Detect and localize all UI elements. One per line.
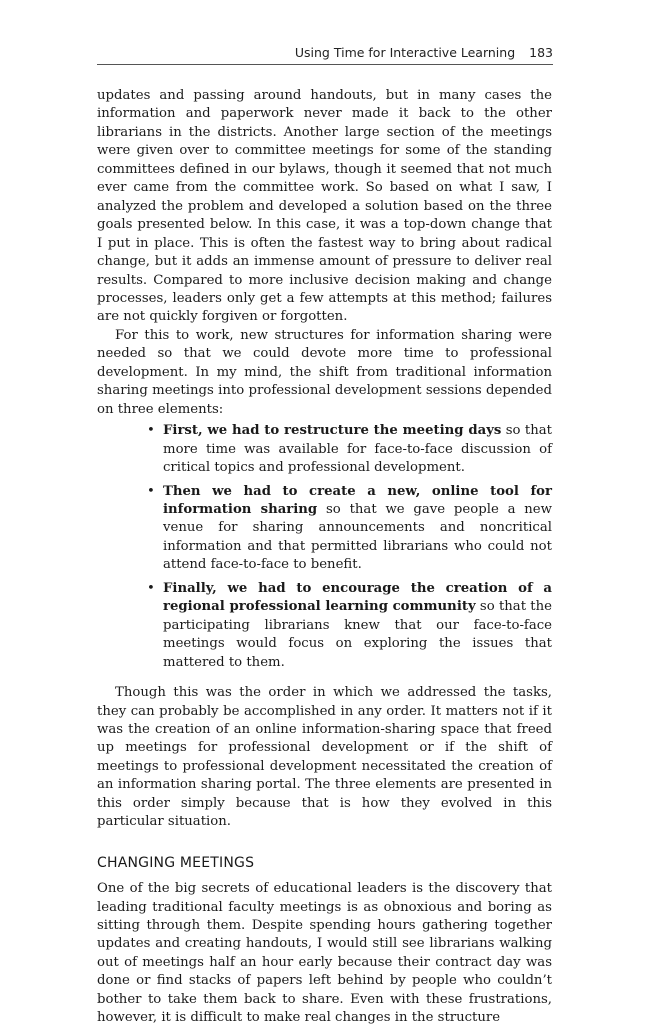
list-item-bold-lead: Then we had to create a new, online tool for information sharing: [163, 483, 552, 517]
three-elements-list: [97, 422, 552, 672]
section-heading: CHANGING MEETINGS: [97, 854, 255, 871]
paragraph-continuation: updates and passing around handouts, but in many cases the information and paperwork never made it back to the other librarians in the districts. Another large section of the meetings were given over to committee meetings for some of the standing committees defined in our bylaws, though it seemed that not much ever came from the committee work. So based on what I saw, I analyzed the problem and developed a solution based on the three goals presented below. In this case, it was a top-down change that I put in place. This is often the fastest way to bring about radical change, but it adds an immense amount of pressure to deliver real results. Compared to more inclusive decision making and change processes, leaders only get a few attempts at this method; failures are not quickly forgiven or forgotten.: [97, 88, 552, 325]
running-head: [97, 40, 553, 65]
body-text: [97, 87, 552, 1028]
paragraph-three-elements-intro: For this to work, new structures for information sharing were needed so that we could devote more time to professional development. In my mind, the shift from traditional information sharing meetings into professional development sessions depended on three elements:: [97, 327, 552, 417]
list-item-text: so that more time was available for face-to-face discussion of critical topics and professional development.: [163, 423, 552, 476]
list-item: [147, 422, 552, 477]
list-item: [147, 580, 552, 672]
page-number: 183: [529, 44, 553, 60]
paragraph-changing-meetings: One of the big secrets of educational leaders is the discovery that leading traditional faculty meetings is as obnoxious and boring as sitting through them. Despite spending hours gathering together updates and creating handouts, I would still see librarians walking out of meetings half an hour early because their contract day was done or find stacks of papers left behind by people who couldn’t bother to take them back to share. Even with these frustrations, however, it is difficult to make real changes in the structure: [97, 881, 552, 1026]
list-item-text: so that the participating librarians knew that our face-to-face meetings would focus on exploring the issues that mattered to them.: [163, 599, 552, 670]
list-item-bold-lead: First, we had to restructure the meeting days: [163, 423, 502, 439]
running-title: Using Time for Interactive Learning: [294, 44, 516, 60]
list-item-bold-lead: Finally, we had to encourage the creation of a regional professional learning community: [163, 580, 552, 615]
list-item: [147, 483, 552, 575]
list-item-text: so that we gave people a new venue for sharing announcements and noncritical information and that permitted librarians who could not attend face-to-face to benefit.: [163, 501, 552, 573]
paragraph-order-of-tasks: Though this was the order in which we addressed the tasks, they can probably be accomplished in any order. It matters not if it was the creation of an online information-sharing space that freed up meetings for professional development or if the shift of meetings to professional development necessitated the creation of an information sharing portal. The three elements are presented in this order simply because that is how they evolved in this particular situation.: [97, 685, 552, 830]
